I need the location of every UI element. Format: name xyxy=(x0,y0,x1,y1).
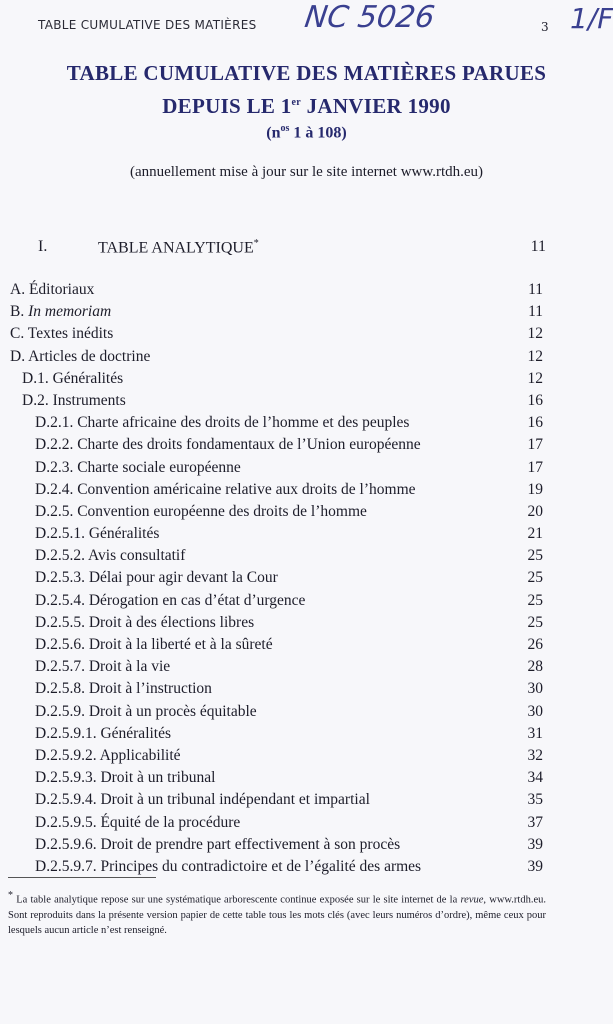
toc-entry: C. Textes inédits 12 xyxy=(10,325,543,343)
toc-entry: D.2.5. Convention européenne des droits de l’homme 20 xyxy=(35,502,543,520)
toc-entry: D.2.4. Convention américaine relative aux droits de l’homme 19 xyxy=(35,480,543,498)
handwritten-annotation: NC 5026 xyxy=(302,0,437,35)
issue-range: ($n^{os}$ 1 à 108) xyxy=(266,123,347,142)
toc-entry: D.2.5.9.2. Applicabilité 32 xyxy=(35,746,543,764)
toc-entry: D.2.5.9.3. Droit à un tribunal 34 xyxy=(35,769,543,787)
toc-entry: A. Éditoriaux 11 xyxy=(10,281,543,298)
document-title-line2: DEPUIS LE 1er JANVIER 1990 xyxy=(162,94,451,118)
handwritten-corner-mark: 1/F xyxy=(570,2,613,35)
update-note: (annuellement mise à jour sur le site internet www.rtdh.eu) xyxy=(129,164,484,181)
toc-entry: D.2.5.6. Droit à la liberté et à la sûreté 26 xyxy=(35,636,543,653)
toc-entry: D.2.5.8. Droit à l’instruction 30 xyxy=(35,680,543,698)
toc-entry: D.2.5.9. Droit à un procès équitable 30 xyxy=(35,702,543,720)
toc-entry: D. Articles de doctrine 12 xyxy=(10,347,543,365)
section-number: I. xyxy=(38,238,48,255)
toc-entry: D.1. Généralités 12 xyxy=(22,369,543,387)
toc-entry: D.2.5.5. Droit à des élections libres 25 xyxy=(35,613,543,631)
page-number: 3 xyxy=(541,20,549,34)
toc-entry: D.2.5.9.4. Droit à un tribunal indépendant et impartial 35 xyxy=(35,791,543,809)
document-title: TABLE CUMULATIVE DES MATIÈRES PARUES xyxy=(66,61,547,85)
toc-entry: D.2.5.4. Dérogation en cas d’état d’urgence 25 xyxy=(35,591,543,609)
section-label: TABLE ANALYTIQUE* xyxy=(98,238,259,257)
footnote: * La table analytique repose sur une systématique arborescente continue exposée sur le site internet de la revue, www.rtdh.eu. Sont reproduits dans la présente version papier de cette table tous les mots clés (avec leurs numéros d’ordre), même ceux pour lesquels aucun article n’est renseigné. xyxy=(8,890,546,936)
toc-entry: D.2.5.9.7. Principes du contradictoire et de l’égalité des armes 39 xyxy=(35,857,543,875)
toc-entry: D.2.5.7. Droit à la vie 28 xyxy=(35,658,543,676)
toc-entry: B. In memoriam 11 xyxy=(10,303,543,321)
toc-entry: D.2.5.1. Généralités 21 xyxy=(35,525,543,543)
footnote-divider xyxy=(8,877,156,878)
section-page: 11 xyxy=(530,238,546,255)
toc-entry: D.2.3. Charte sociale européenne 17 xyxy=(35,458,543,476)
toc-entry: D.2.5.3. Délai pour agir devant la Cour 25 xyxy=(35,569,543,587)
running-header: TABLE CUMULATIVE DES MATIÈRES xyxy=(38,18,257,32)
toc-entry: D.2.5.9.5. Équité de la procédure 37 xyxy=(35,813,543,831)
toc-entry: D.2.5.9.1. Généralités 31 xyxy=(35,724,543,742)
toc-entry: D.2.2. Charte des droits fondamentaux de l’Union européenne 17 xyxy=(35,436,543,454)
toc-entry: D.2.1. Charte africaine des droits de l’homme et des peuples 16 xyxy=(35,414,543,432)
toc-entry: D.2.5.2. Avis consultatif 25 xyxy=(35,547,543,565)
table-of-contents xyxy=(10,279,543,878)
toc-entry: D.2.5.9.6. Droit de prendre part effectivement à son procès 39 xyxy=(35,835,543,853)
toc-entry: D.2. Instruments 16 xyxy=(22,391,543,409)
title-block xyxy=(0,58,613,181)
